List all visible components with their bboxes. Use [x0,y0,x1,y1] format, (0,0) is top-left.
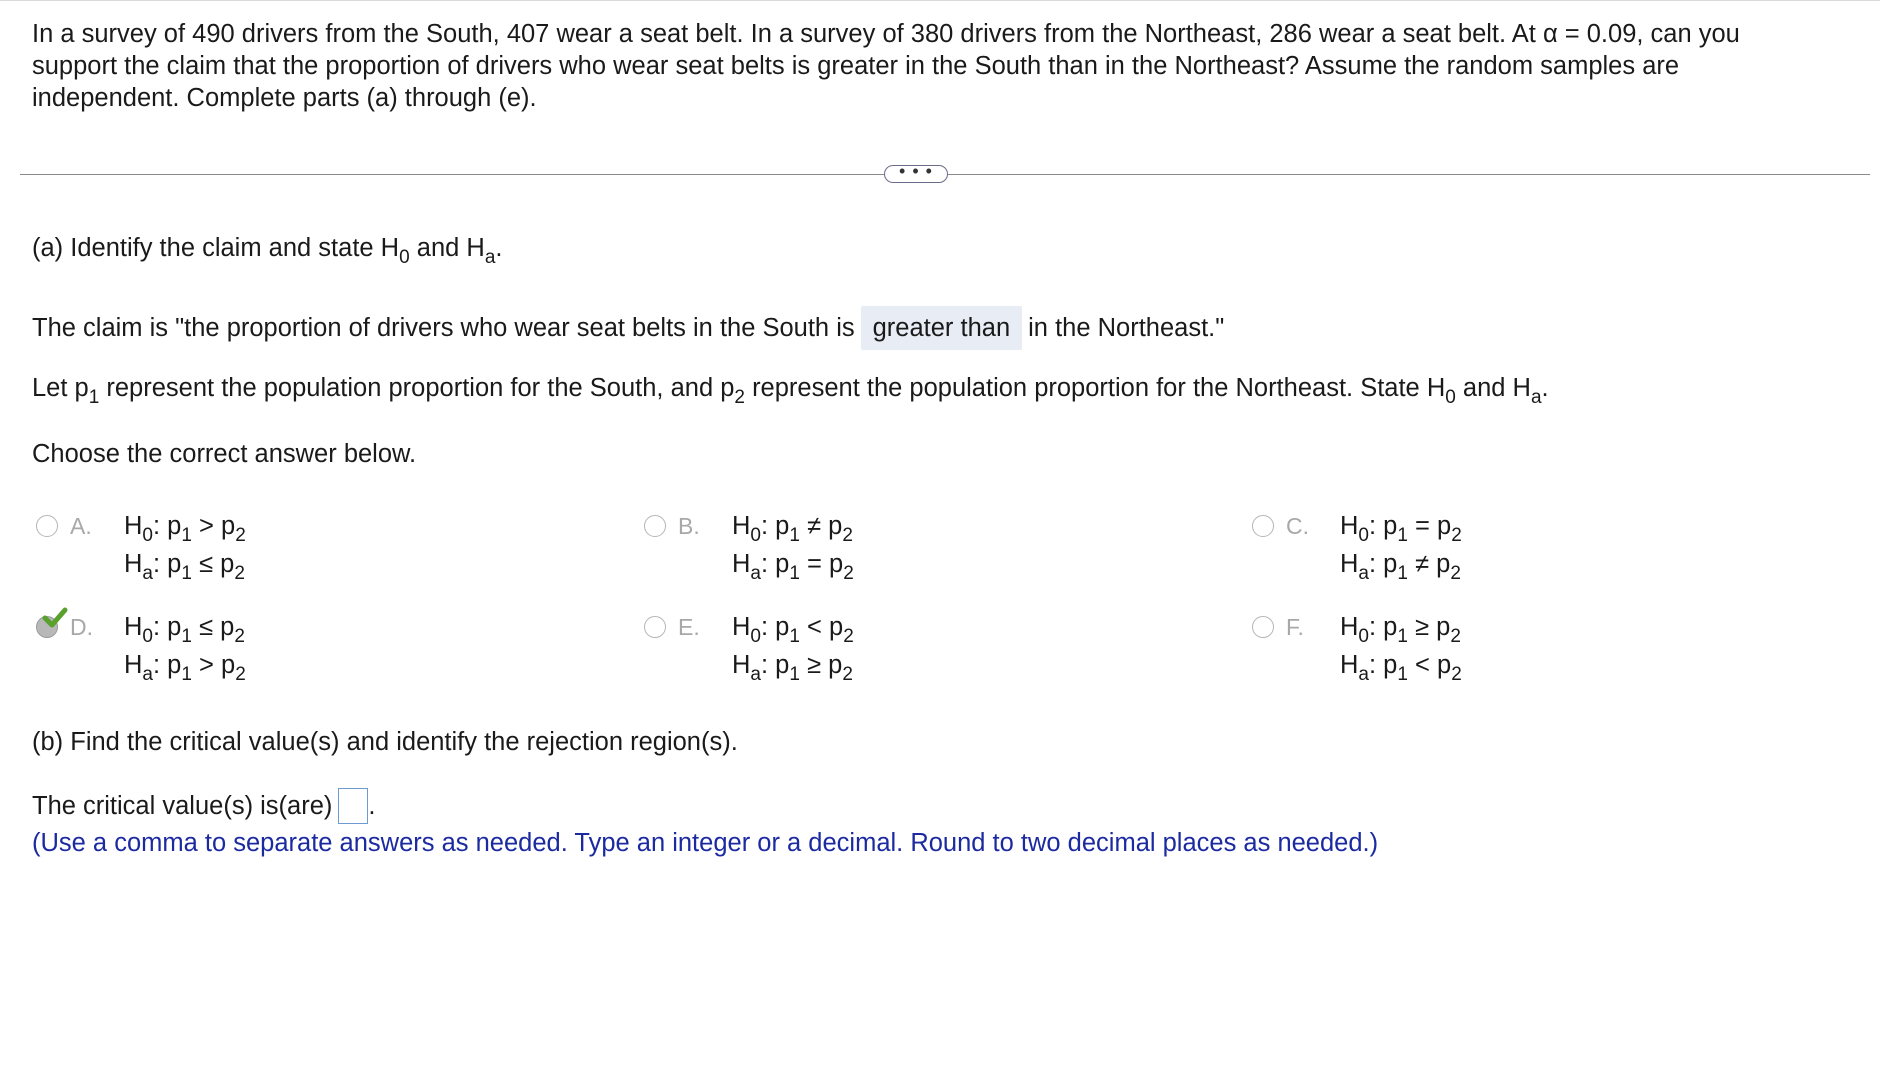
top-border [0,0,1880,1]
expand-button[interactable] [884,161,948,183]
claim-answer-dropdown[interactable]: greater than [861,306,1023,350]
part-b-heading: (b) Find the critical value(s) and identify the rejection region(s). [32,728,738,756]
radio-button[interactable] [644,515,666,537]
ellipsis-icon: • • • [899,161,933,181]
radio-button[interactable] [1252,616,1274,638]
critical-value-input[interactable] [338,788,368,824]
choose-instruction: Choose the correct answer below. [32,440,417,468]
let-statement: Let $p_1$ represent the population proportion for the South, and $p_2$ represent the population proportion for the Northeast. State $H_0$ and $H_a$. [32,374,1549,408]
option-expression: $H_0$: $p_1 \ge p_2$ $H_a$: $p_1 < p_2$ [1340,613,1462,685]
part-a-heading: (a) Identify the claim and state $H_0$ and $H_a$. [32,234,503,268]
option-expression: $H_0$: $p_1 < p_2$ $H_a$: $p_1 \ge p_2$ [732,613,854,685]
option-expression: $H_0$: $p_1 \le p_2$ $H_a$: $p_1 > p_2$ [124,613,246,685]
option-expression: $H_0$: $p_1 = p_2$ $H_a$: $p_1 \ne p_2$ [1340,512,1462,584]
option-expression: $H_0$: $p_1 \ne p_2$ $H_a$: $p_1 = p_2$ [732,512,854,584]
claim-statement: The claim is "the proportion of drivers who wear seat belts in the South is greater than in the Northeast." [32,306,1224,350]
radio-button[interactable] [1252,515,1274,537]
option-expression: $H_0$: $p_1 > p_2$ $H_a$: $p_1 \le p_2$ [124,512,246,584]
input-hint: (Use a comma to separate answers as needed. Type an integer or a decimal. Round to two decimal places as needed.) [32,829,1379,857]
critical-value-line: The critical value(s) is(are) . [32,788,376,824]
radio-button[interactable] [644,616,666,638]
radio-button[interactable] [36,515,58,537]
question-text: In a survey of 490 drivers from the South, 407 wear a seat belt. In a survey of 380 drivers from the Northeast, 286 wear a seat belt. At α = 0.09, can you support the claim that the proportion of drivers who wear seat belts is greater in the South than in the Northeast? Assume the random samples are independent. Complete parts (a) through (e). [32,20,1740,112]
checkmark-icon [42,606,68,630]
